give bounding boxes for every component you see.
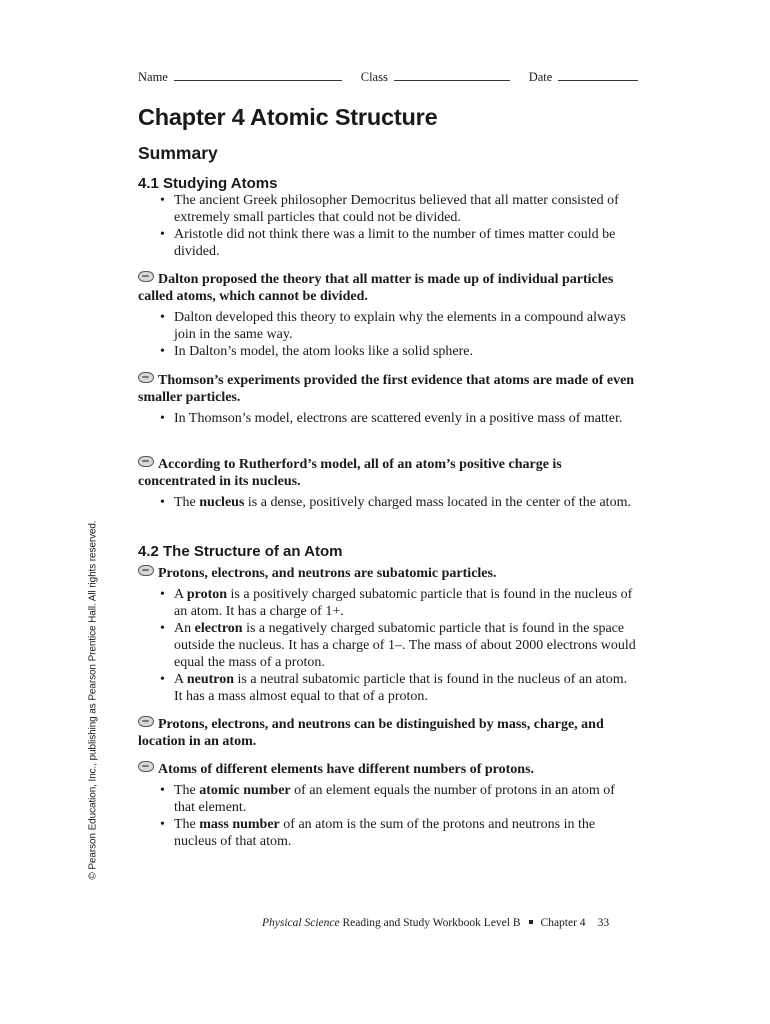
page-number: 33	[597, 917, 610, 929]
key-point-thomson	[138, 372, 638, 427]
section-heading-4-1: 4.1 Studying Atoms	[138, 175, 278, 192]
date-label: Date	[528, 70, 553, 84]
key-concept-text: Atoms of different elements have different numbers of protons.	[158, 762, 535, 777]
book-subtitle: Reading and Study Workbook Level B	[339, 917, 521, 929]
page-title: Chapter 4 Atomic Structure	[138, 104, 438, 130]
key-point-dalton	[138, 271, 638, 360]
key-concept	[138, 372, 638, 406]
term-proton: proton	[186, 587, 228, 602]
key-point-distinguish	[138, 716, 638, 754]
list-item: • Dalton developed this theory to explain why the elements in a compound always join in the same way.	[160, 309, 638, 343]
list-item: • A proton is a positively charged subatomic particle that is found in the nucleus of an atom. It has a charge of 1+.	[160, 586, 638, 620]
term-electron: electron	[194, 621, 243, 636]
book-title: Physical Science	[262, 917, 340, 929]
key-concept	[138, 565, 638, 582]
key-concept	[138, 761, 638, 778]
list-item: • The atomic number of an element equals the number of protons in an atom of that element.	[160, 782, 638, 816]
page-footer	[262, 917, 609, 929]
term-atomic-number: atomic number	[199, 783, 291, 798]
term-mass-number: mass number	[199, 817, 280, 832]
class-label: Class	[360, 70, 388, 84]
key-concept-text: Thomson’s experiments provided the first evidence that atoms are made of even smaller particles.	[138, 373, 635, 405]
list-item: • An electron is a negatively charged subatomic particle that is found in the space outside the nucleus. It has a charge of 1–. The mass of about 2000 electrons would equal the mass of a proton.	[160, 620, 638, 671]
key-concept-text: Dalton proposed the theory that all matter is made up of individual particles called atoms, which cannot be divided.	[138, 272, 614, 304]
key-concept-icon	[138, 565, 154, 576]
term-nucleus: nucleus	[199, 495, 245, 510]
separator-square	[529, 920, 533, 924]
student-info-line	[138, 68, 638, 85]
key-concept-text: According to Rutherford’s model, all of an atom’s positive charge is concentrated in its nucleus.	[138, 457, 562, 489]
key-concept	[138, 271, 638, 305]
term-neutron: neutron	[186, 672, 235, 687]
key-concept-text: Protons, electrons, and neutrons can be distinguished by mass, charge, and location in an atom.	[138, 717, 604, 749]
name-field[interactable]	[174, 68, 342, 81]
chapter-label: Chapter 4	[540, 917, 586, 929]
list-item: • The ancient Greek philosopher Democritus believed that all matter consisted of extremely small particles that could not be divided.	[160, 192, 638, 226]
copyright-text: © Pearson Education, Inc., publishing as Pearson Prentice Hall. All rights reserved.	[87, 520, 99, 880]
key-concept	[138, 456, 638, 490]
list-item: • A neutron is a neutral subatomic particle that is found in the nucleus of an atom. It has a mass almost equal to that of a proton.	[160, 671, 638, 705]
date-field[interactable]	[558, 68, 638, 81]
key-concept-icon	[138, 271, 154, 282]
summary-heading: Summary	[138, 143, 218, 163]
list-item: • In Thomson’s model, electrons are scattered evenly in a positive mass of matter.	[160, 410, 638, 427]
key-point-protons-number	[138, 761, 638, 850]
key-concept-text: Protons, electrons, and neutrons are subatomic particles.	[158, 566, 497, 581]
class-field[interactable]	[394, 68, 510, 81]
key-concept-icon	[138, 372, 154, 383]
key-point-subatomic	[138, 565, 638, 705]
list-item: • In Dalton’s model, the atom looks like a solid sphere.	[160, 343, 638, 360]
key-concept	[138, 716, 638, 750]
intro-bullets	[138, 192, 638, 260]
list-item: • The mass number of an atom is the sum of the protons and neutrons in the nucleus of that atom.	[160, 816, 638, 850]
key-point-rutherford	[138, 456, 638, 511]
list-item: • Aristotle did not think there was a limit to the number of times matter could be divided.	[160, 226, 638, 260]
name-label: Name	[138, 70, 168, 84]
key-concept-icon	[138, 456, 154, 467]
list-item: • The nucleus is a dense, positively charged mass located in the center of the atom.	[160, 494, 638, 511]
section-heading-4-2: 4.2 The Structure of an Atom	[138, 543, 343, 560]
key-concept-icon	[138, 716, 154, 727]
key-concept-icon	[138, 761, 154, 772]
